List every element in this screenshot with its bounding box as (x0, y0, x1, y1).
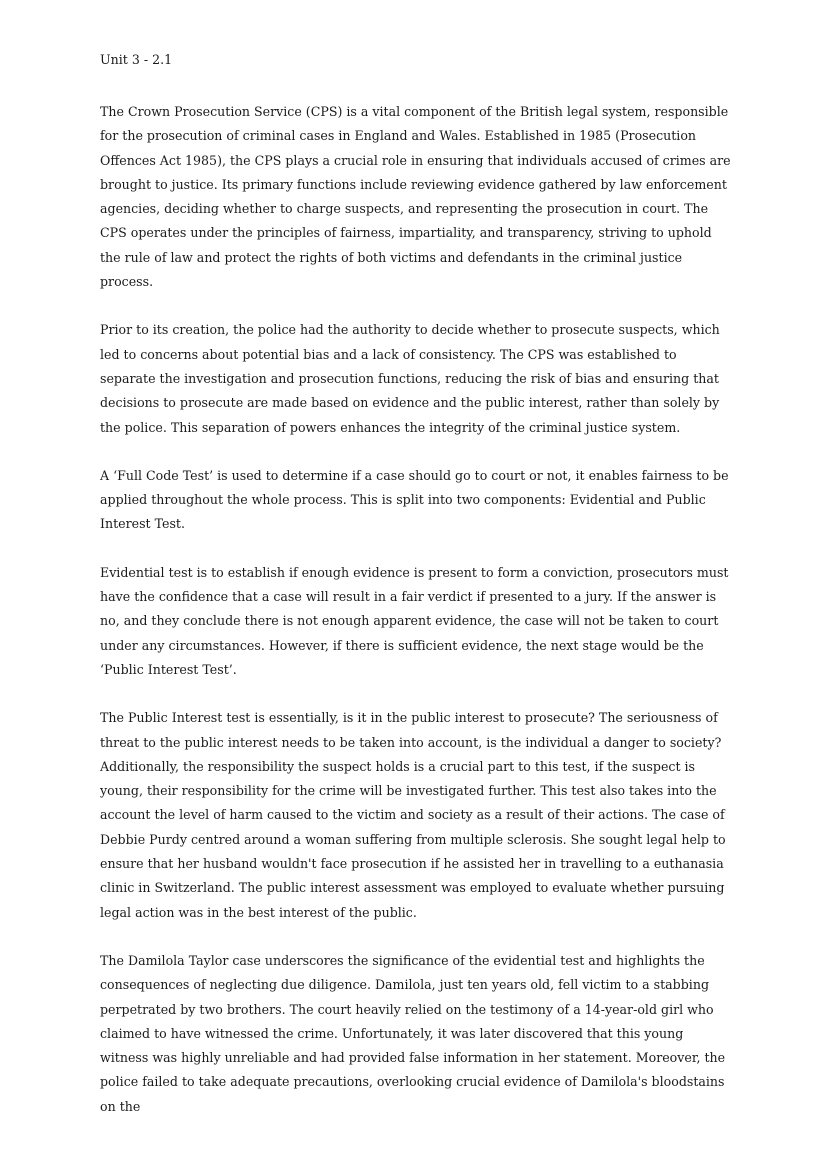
document-page (100, 50, 734, 1143)
paragraph-evidential-test: Evidential test is to establish if enough evidence is present to form a conviction, prosecutors must have the confidence that a case will result in a fair verdict if presented to a jury. If the answer is no, and they conclude there is not enough apparent evidence, the case will not be taken to court under any circumstances. However, if there is sufficient evidence, the next stage would be the ‘Public Interest Test’. (100, 564, 729, 677)
paragraph-public-interest-test: The Public Interest test is essentially, is it in the public interest to prosecute? The seriousness of threat to the public interest needs to be taken into account, is the individual a danger to society? Additionally, the responsibility the suspect holds is a crucial part to this test, if the suspect is young, their responsibility for the crime will be investigated further. This test also takes into the account the level of harm caused to the victim and society as a result of their actions. The case of Debbie Purdy centred around a woman suffering from multiple sclerosis. She sought legal help to ensure that her husband wouldn't face prosecution if he assisted her in travelling to a euthanasia clinic in Switzerland. The public interest assessment was employed to evaluate whether pursuing legal action was in the best interest of the public. (100, 710, 726, 920)
paragraph-full-code-test: A ‘Full Code Test’ is used to determine if a case should go to court or not, it enables fairness to be applied throughout the whole process. This is split into two components: Evidential and Public Interest Test. (100, 467, 729, 532)
paragraph-damilola-taylor: The Damilola Taylor case underscores the significance of the evidential test and highlights the consequences of neglecting due diligence. Damilola, just ten years old, fell victim to a stabbing perpetrated by two brothers. The court heavily relied on the testimony of a 14-year-old girl who claimed to have witnessed the crime. Unfortunately, it was later discovered that this young witness was highly unreliable and had provided false information in her statement. Moreover, the police failed to take adequate precautions, overlooking crucial evidence of Damilola's bloodstains on the (100, 952, 726, 1114)
paragraph-cps-intro: The Crown Prosecution Service (CPS) is a vital component of the British legal system, responsible for the prosecution of criminal cases in England and Wales. Established in 1985 (Prosecution Offences Act 1985), the CPS plays a crucial role in ensuring that individuals accused of crimes are brought to justice. Its primary functions include reviewing evidence gathered by law enforcement agencies, deciding whether to charge suspects, and representing the prosecution in court. The CPS operates under the principles of fairness, impartiality, and transparency, striving to uphold the rule of law and protect the rights of both victims and defendants in the criminal justice process. (100, 104, 731, 290)
paragraph-prior-creation: Prior to its creation, the police had the authority to decide whether to prosecute suspects, which led to concerns about potential bias and a lack of consistency. The CPS was established to separate the investigation and prosecution functions, reducing the risk of bias and ensuring that decisions to prosecute are made based on evidence and the public interest, rather than solely by the police. This separation of powers enhances the integrity of the criminal justice system. (100, 322, 720, 435)
unit-header: Unit 3 - 2.1 (100, 52, 173, 67)
